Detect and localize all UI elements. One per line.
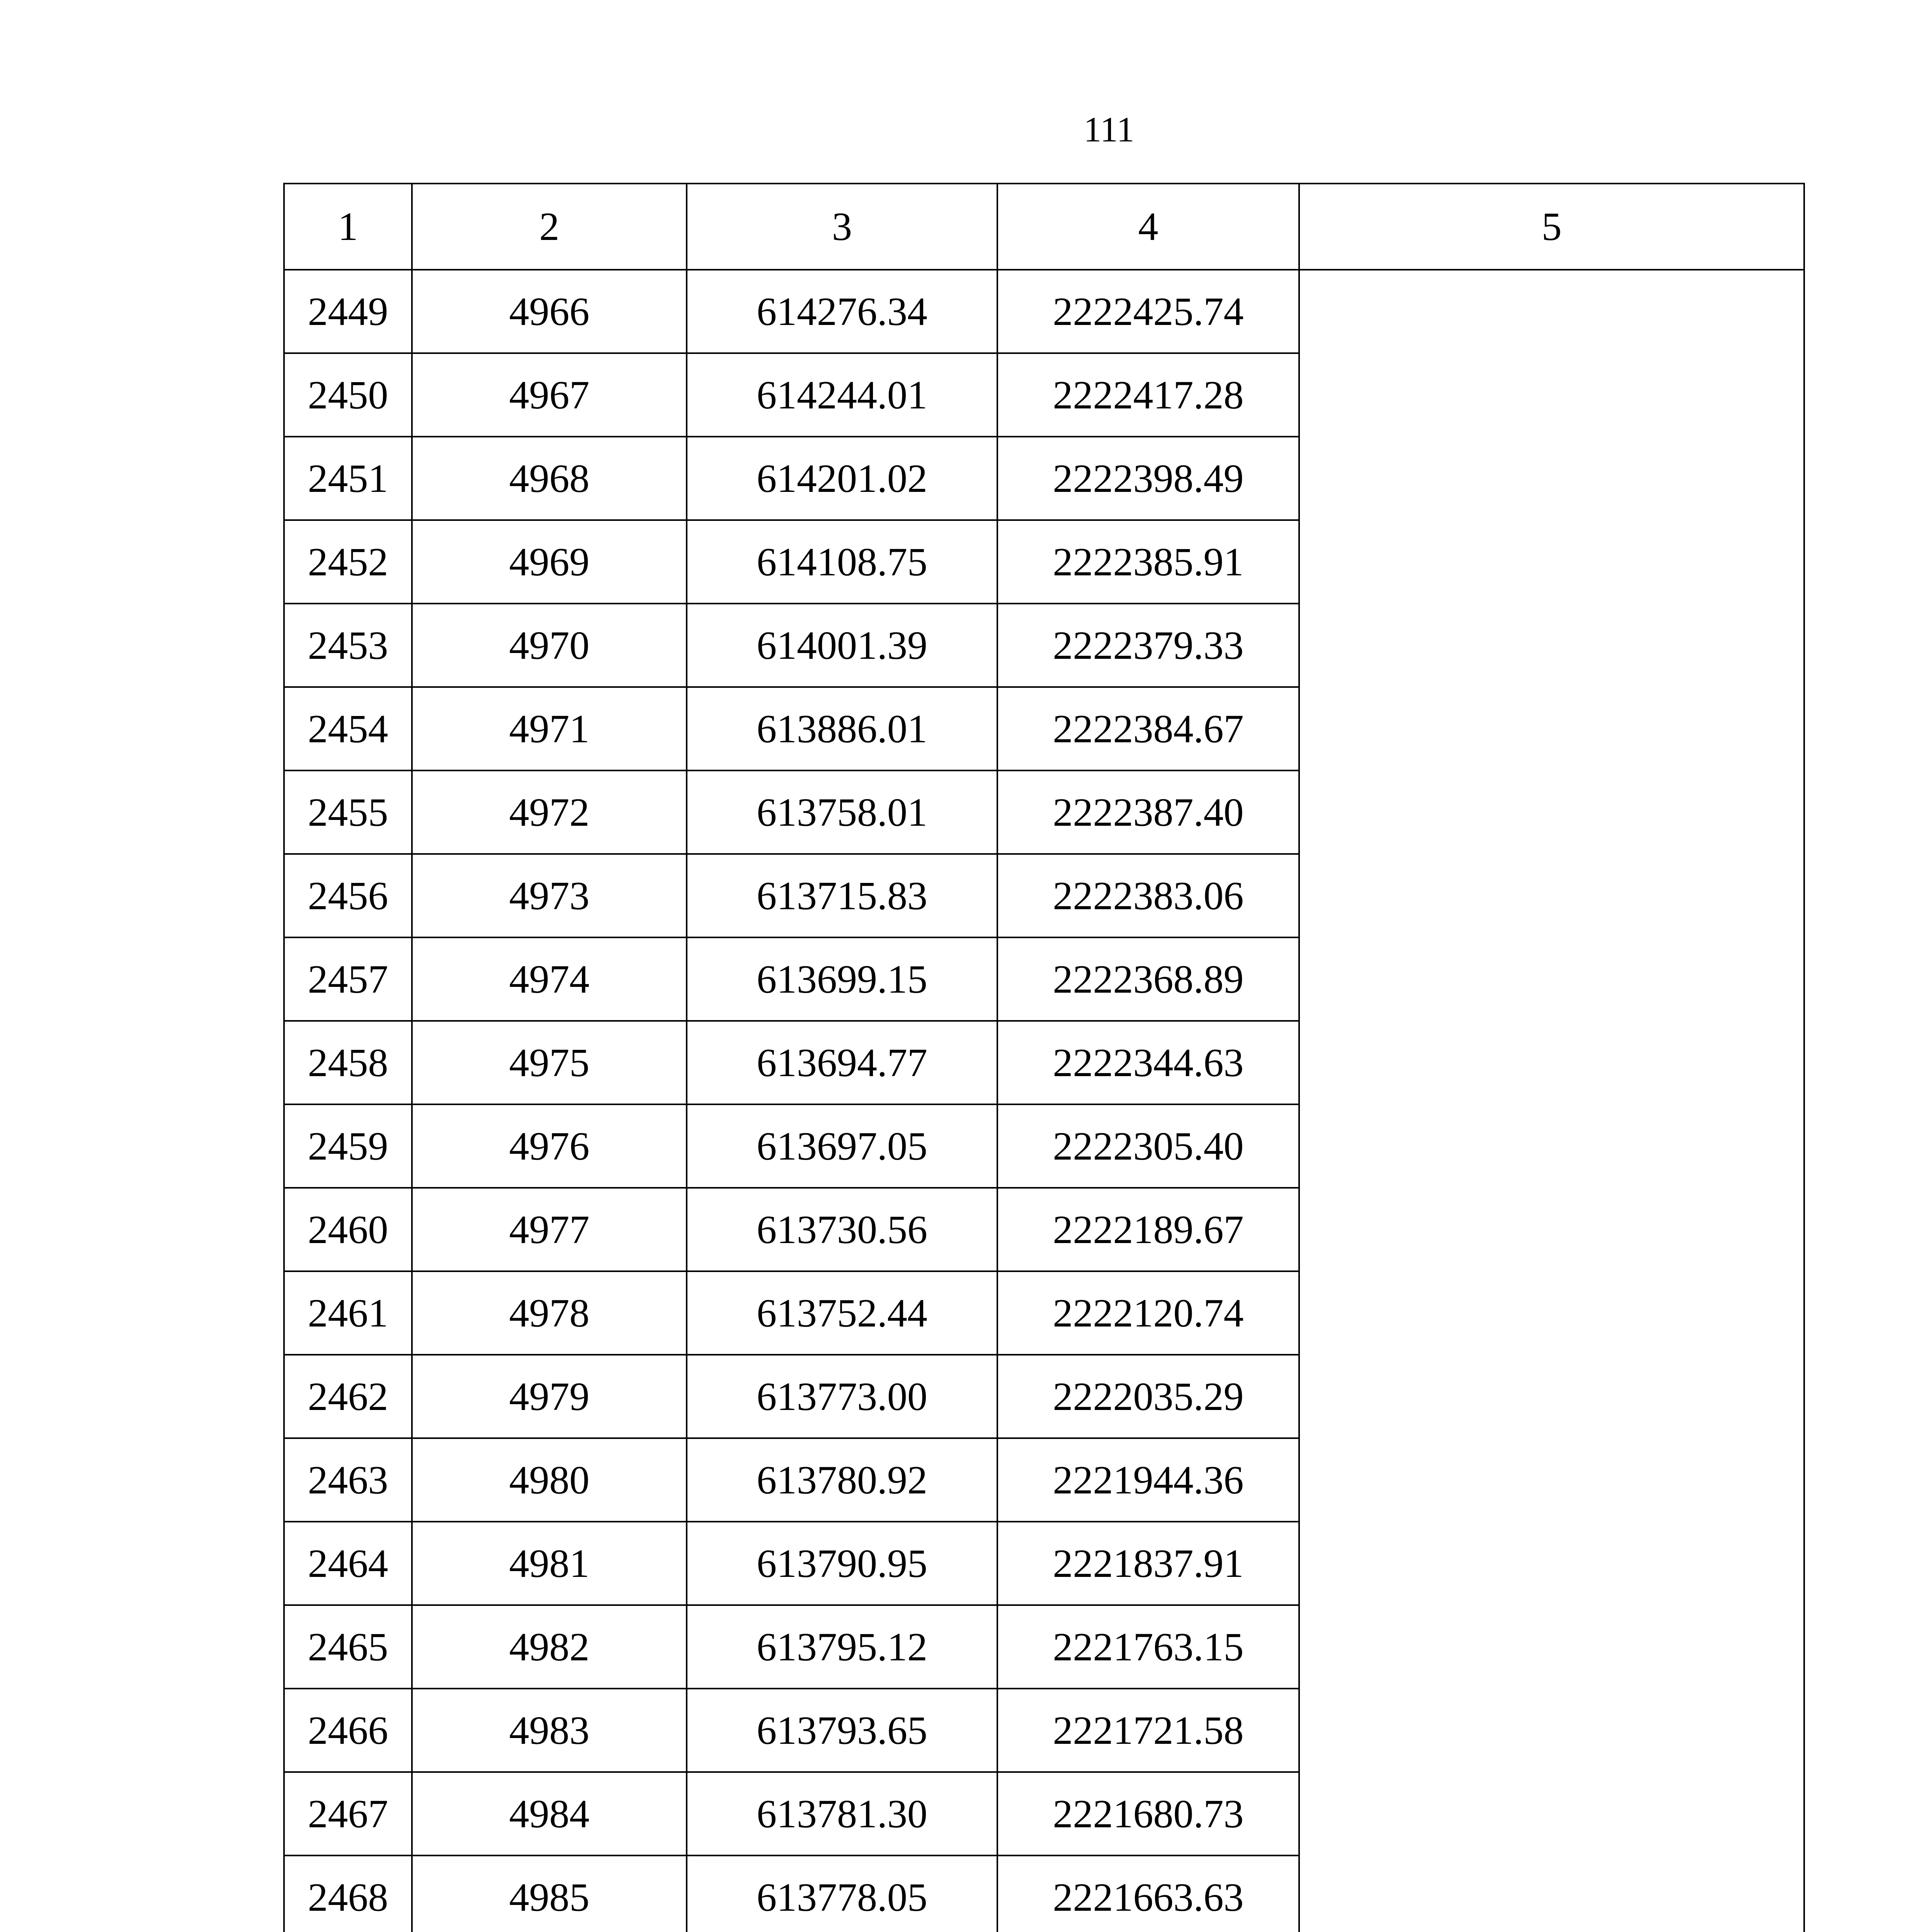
- table-cell-col4: 2221837.91: [997, 1522, 1299, 1605]
- table-cell-col1: 2468: [284, 1855, 412, 1932]
- table-cell-col2: 4985: [412, 1855, 687, 1932]
- table-cell-col1: 2460: [284, 1188, 412, 1271]
- table-cell-col4: 2222035.29: [997, 1355, 1299, 1438]
- table-cell-col2: 4968: [412, 437, 687, 520]
- column-header-3: 3: [687, 184, 997, 270]
- table-cell-col1: 2457: [284, 937, 412, 1021]
- table-cell-col1: 2465: [284, 1605, 412, 1689]
- table-cell-col1: 2464: [284, 1522, 412, 1605]
- table-cell-col2: 4984: [412, 1772, 687, 1855]
- coordinates-table: [283, 183, 1805, 1932]
- table-cell-col2: 4980: [412, 1438, 687, 1522]
- table-cell-col2: 4973: [412, 854, 687, 937]
- table-cell-col2: 4972: [412, 770, 687, 854]
- table-cell-col4: 2221663.63: [997, 1855, 1299, 1932]
- table-cell-col3: 613758.01: [687, 770, 997, 854]
- table-cell-col3: 613886.01: [687, 687, 997, 770]
- table-cell-col3: 613780.92: [687, 1438, 997, 1522]
- table-cell-col4: 2222368.89: [997, 937, 1299, 1021]
- table-cell-col1: 2463: [284, 1438, 412, 1522]
- table-cell-col1: 2455: [284, 770, 412, 854]
- table-cell-col4: 2221763.15: [997, 1605, 1299, 1689]
- table-cell-col1: 2466: [284, 1689, 412, 1772]
- table-cell-col3: 613694.77: [687, 1021, 997, 1104]
- table-cell-col4: 2222383.06: [997, 854, 1299, 937]
- table-cell-col3: 613715.83: [687, 854, 997, 937]
- table-cell-col4: 2221680.73: [997, 1772, 1299, 1855]
- table-cell-col4: 2222385.91: [997, 520, 1299, 604]
- table-cell-col1: 2450: [284, 353, 412, 437]
- table-cell-col1: 2461: [284, 1271, 412, 1355]
- table-cell-col3: 613699.15: [687, 937, 997, 1021]
- table-cell-col1: 2451: [284, 437, 412, 520]
- table-cell-col1: 2449: [284, 270, 412, 353]
- table-cell-col2: 4970: [412, 604, 687, 687]
- table-body: [284, 270, 1804, 1932]
- table-cell-col4: 2222387.40: [997, 770, 1299, 854]
- table-cell-col1: 2454: [284, 687, 412, 770]
- table-cell-col3: 613752.44: [687, 1271, 997, 1355]
- table-cell-col3: 614001.39: [687, 604, 997, 687]
- table-cell-col2: 4982: [412, 1605, 687, 1689]
- table-cell-col1: 2458: [284, 1021, 412, 1104]
- table-cell-col2: 4971: [412, 687, 687, 770]
- table-cell-col2: 4969: [412, 520, 687, 604]
- table-cell-col4: 2222344.63: [997, 1021, 1299, 1104]
- table-cell-col2: 4976: [412, 1104, 687, 1188]
- table-cell-col4: 2222398.49: [997, 437, 1299, 520]
- table-cell-col2: 4967: [412, 353, 687, 437]
- table-cell-col4: 2222305.40: [997, 1104, 1299, 1188]
- table-cell-col3: 613697.05: [687, 1104, 997, 1188]
- table-cell-col4: 2222379.33: [997, 604, 1299, 687]
- table-cell-col2: 4983: [412, 1689, 687, 1772]
- table-cell-col3: 613795.12: [687, 1605, 997, 1689]
- table-cell-col3: 613781.30: [687, 1772, 997, 1855]
- column-header-4: 4: [997, 184, 1299, 270]
- table-cell-col3: 614276.34: [687, 270, 997, 353]
- table-cell-col4: 2222417.28: [997, 353, 1299, 437]
- table-cell-col4: 2222189.67: [997, 1188, 1299, 1271]
- table-cell-col1: 2453: [284, 604, 412, 687]
- table-cell-col2: 4975: [412, 1021, 687, 1104]
- table-cell-col3: 613793.65: [687, 1689, 997, 1772]
- column-header-5: 5: [1299, 184, 1804, 270]
- column-header-1: 1: [284, 184, 412, 270]
- table-cell-col2: 4981: [412, 1522, 687, 1605]
- table-cell-col3: 613778.05: [687, 1855, 997, 1932]
- table-cell-col2: 4978: [412, 1271, 687, 1355]
- table-cell-col4: 2222425.74: [997, 270, 1299, 353]
- table-cell-col1: 2467: [284, 1772, 412, 1855]
- table-cell-col2: 4966: [412, 270, 687, 353]
- table-cell-col4: 2222384.67: [997, 687, 1299, 770]
- table-cell-col3: 613790.95: [687, 1522, 997, 1605]
- table-cell-col4: 2221944.36: [997, 1438, 1299, 1522]
- table-cell-col1: 2462: [284, 1355, 412, 1438]
- table-cell-col3: 614244.01: [687, 353, 997, 437]
- table-cell-col1: 2456: [284, 854, 412, 937]
- column-5-blank-cell: [1299, 270, 1804, 1932]
- table-cell-col3: 613730.56: [687, 1188, 997, 1271]
- table-cell-col3: 614108.75: [687, 520, 997, 604]
- table-row: [284, 270, 1804, 353]
- table-cell-col4: 2222120.74: [997, 1271, 1299, 1355]
- table-cell-col4: 2221721.58: [997, 1689, 1299, 1772]
- table-cell-col1: 2452: [284, 520, 412, 604]
- page-number: 111: [1084, 110, 1135, 149]
- header-row: [284, 184, 1804, 270]
- column-header-2: 2: [412, 184, 687, 270]
- table-cell-col2: 4979: [412, 1355, 687, 1438]
- table-cell-col2: 4977: [412, 1188, 687, 1271]
- table-cell-col2: 4974: [412, 937, 687, 1021]
- table-cell-col3: 613773.00: [687, 1355, 997, 1438]
- table-cell-col1: 2459: [284, 1104, 412, 1188]
- table-cell-col3: 614201.02: [687, 437, 997, 520]
